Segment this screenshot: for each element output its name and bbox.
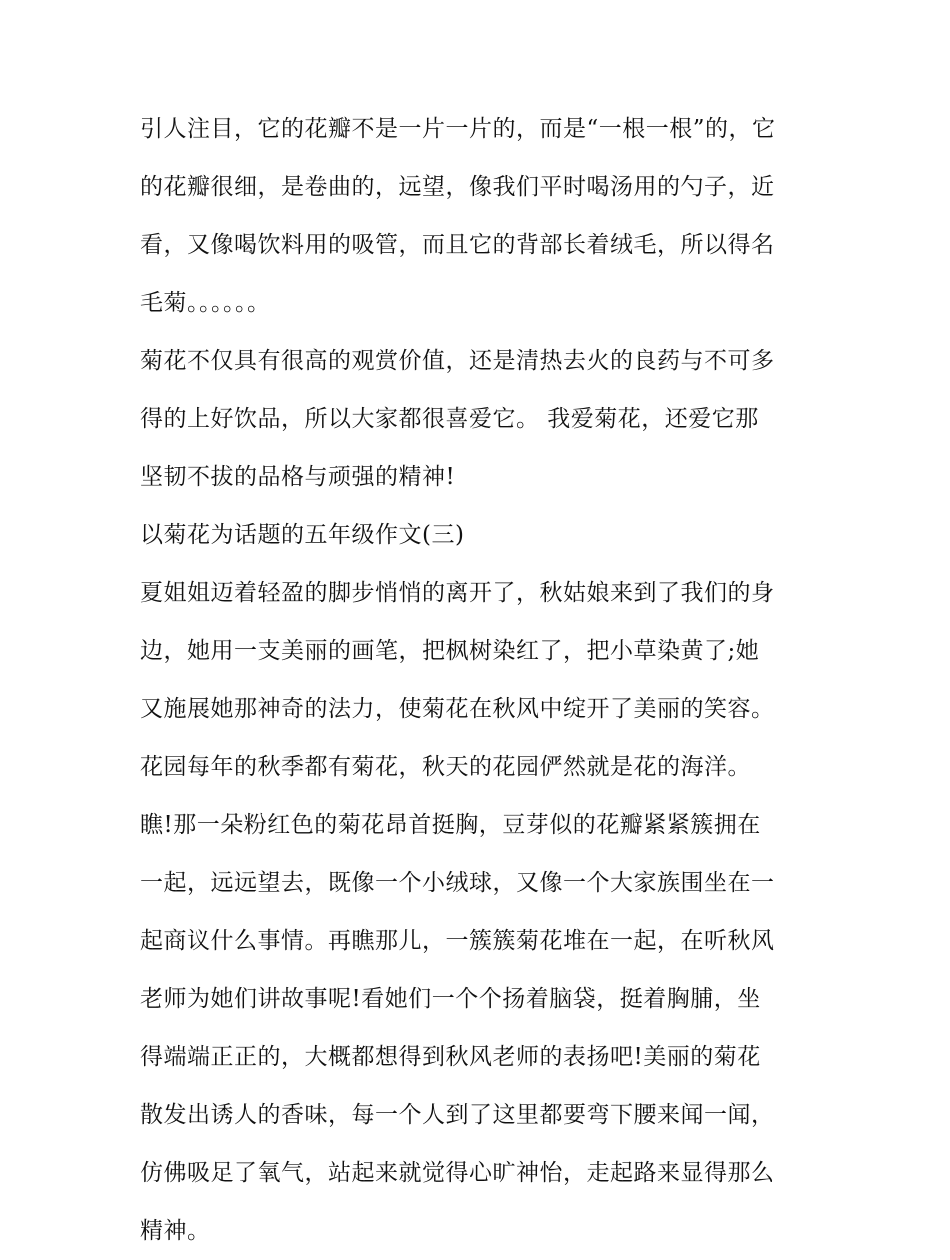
text-line-6: 得的上好饮品，所以大家都很喜爱它。 我爱菊花，还爱它那 (140, 406, 759, 432)
text-line-17: 得端端正正的，大概都想得到秋风老师的表扬吧!美丽的菊花 (140, 1044, 761, 1070)
text-line-10: 边，她用一支美丽的画笔，把枫树染红了，把小草染黄了;她 (140, 638, 760, 664)
text-line-2: 的花瓣很细，是卷曲的，远望，像我们平时喝汤用的勺子，近 (140, 174, 775, 200)
text-line-20: 精神。 (140, 1218, 211, 1244)
text-line-12: 花园每年的秋季都有菊花，秋天的花园俨然就是花的海洋。 (140, 754, 751, 780)
section-title: 以菊花为话题的五年级作文(三) (140, 522, 465, 548)
text-line-1: 引人注目，它的花瓣不是一片一片的，而是“一根一根”的，它 (140, 116, 776, 142)
text-line-5: 菊花不仅具有很高的观赏价值，还是清热去火的良药与不可多 (140, 348, 775, 374)
text-line-3: 看，又像喝饮料用的吸管，而且它的背部长着绒毛，所以得名 (140, 232, 775, 258)
text-line-14: 一起，远远望去，既像一个小绒球，又像一个大家族围坐在一 (140, 870, 775, 896)
document-body (140, 100, 812, 1260)
text-line-9: 夏姐姐迈着轻盈的脚步悄悄的离开了，秋姑娘来到了我们的身 (140, 580, 775, 606)
text-line-4: 毛菊。。。。。。 (140, 290, 271, 316)
text-line-11: 又施展她那神奇的法力，使菊花在秋风中绽开了美丽的笑容。 (140, 696, 775, 722)
text-line-7: 坚韧不拔的品格与顽强的精神! (140, 464, 456, 490)
text-line-16: 老师为她们讲故事呢!看她们一个个扬着脑袋，挺着胸脯，坐 (140, 986, 761, 1012)
text-line-18: 散发出诱人的香味，每一个人到了这里都要弯下腰来闻一闻， (140, 1102, 775, 1128)
text-line-19: 仿佛吸足了氧气，站起来就觉得心旷神怡，走起路来显得那么 (140, 1160, 775, 1186)
text-line-15: 起商议什么事情。再瞧那儿，一簇簇菊花堆在一起，在听秋风 (140, 928, 775, 954)
text-line-13: 瞧!那一朵粉红色的菊花昂首挺胸，豆芽似的花瓣紧紧簇拥在 (140, 812, 761, 838)
